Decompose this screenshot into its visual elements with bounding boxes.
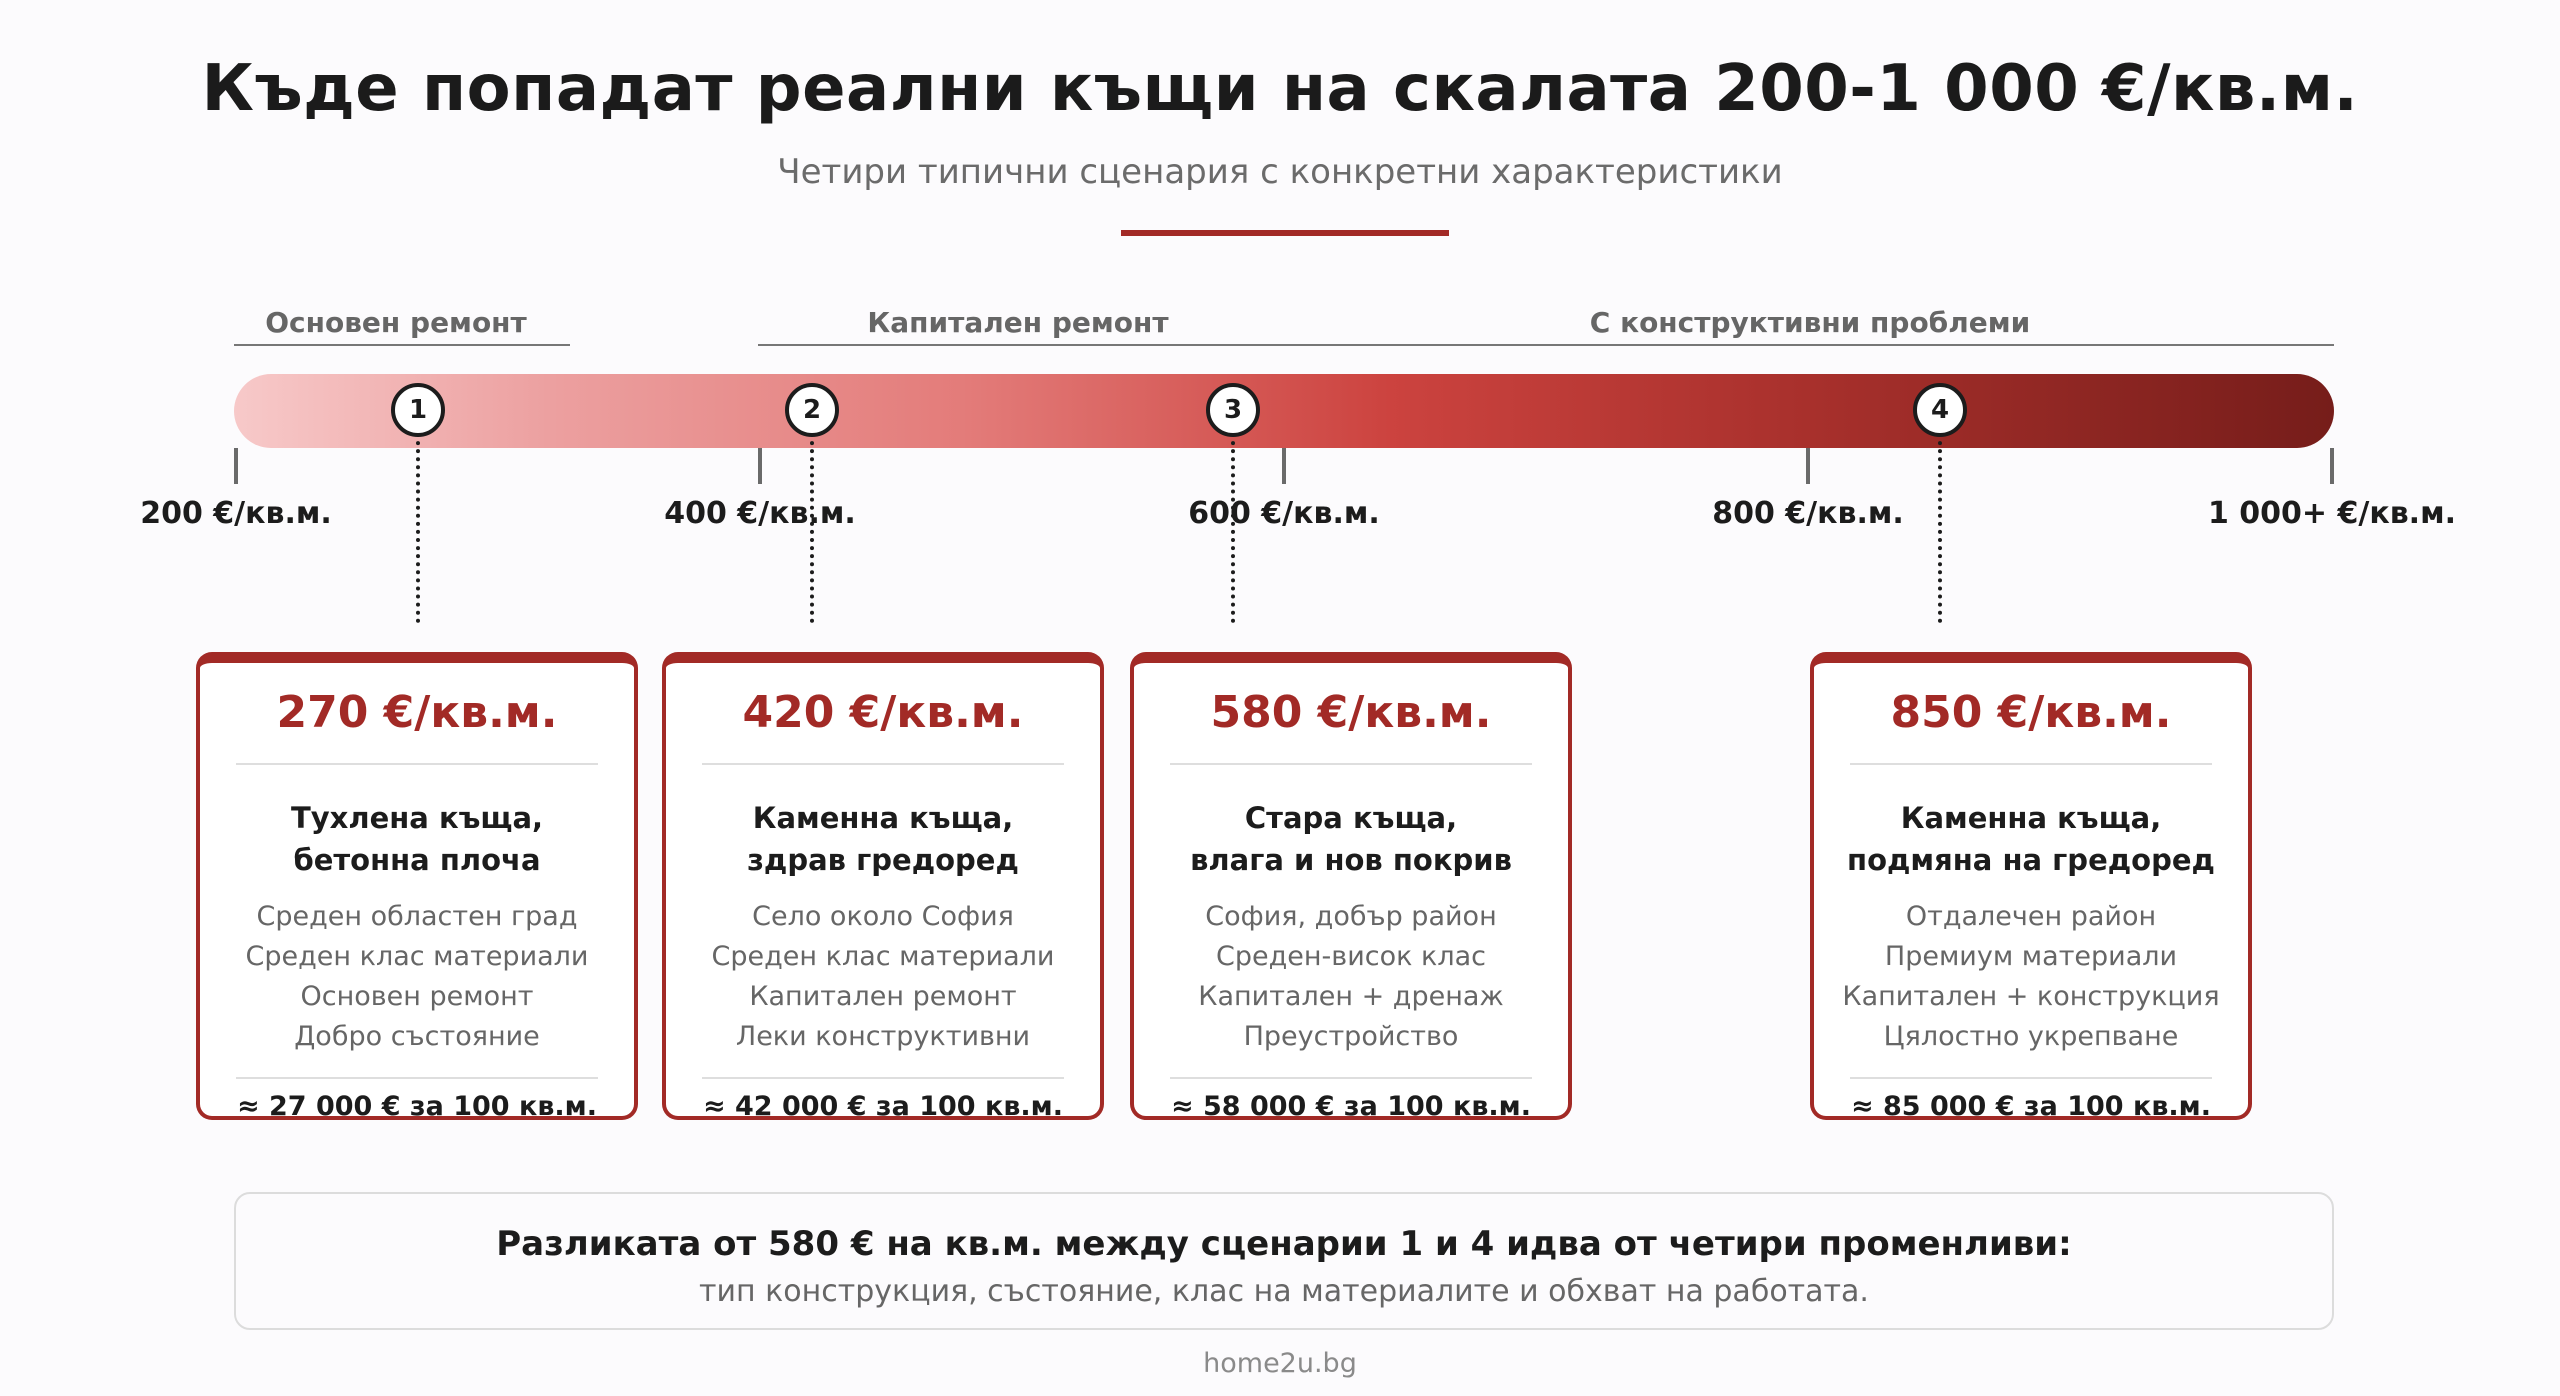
card-feature: Среден клас материали — [245, 941, 589, 972]
card-divider — [702, 763, 1064, 765]
card-features — [200, 897, 634, 1057]
card-title — [200, 797, 634, 881]
card-title — [1134, 797, 1568, 881]
segment-label: Основен ремонт — [265, 306, 527, 339]
card-title — [1814, 797, 2248, 881]
card-feature: Основен ремонт — [300, 981, 534, 1012]
card-total: ≈ 85 000 € за 100 кв.м. — [1850, 1091, 2211, 1122]
scale-tick — [2330, 448, 2334, 484]
card-divider — [236, 1077, 598, 1079]
card-title-line: здрав гредоред — [747, 843, 1019, 877]
page-subtitle: Четири типични сценария с конкретни характеристики — [777, 152, 1783, 192]
card-feature: София, добър район — [1205, 901, 1497, 932]
card-divider — [1170, 763, 1532, 765]
card-title-line: влага и нов покрив — [1190, 843, 1512, 877]
card-feature: Среден областен град — [256, 901, 578, 932]
card-feature: Цялостно укрепване — [1883, 1021, 2179, 1052]
scale-tick-label: 800 €/кв.м. — [1712, 496, 1904, 531]
card-feature: Среден клас материали — [711, 941, 1055, 972]
marker-connector — [810, 433, 814, 623]
scenario-card — [196, 652, 638, 1120]
scale-tick — [758, 448, 762, 484]
segment-line — [234, 344, 570, 346]
card-features — [666, 897, 1100, 1057]
scale-tick — [1806, 448, 1810, 484]
segment-line — [758, 344, 2334, 346]
footer-source: home2u.bg — [1203, 1348, 1357, 1379]
card-title-line: Каменна къща, — [1900, 801, 2162, 835]
card-divider — [702, 1077, 1064, 1079]
card-title-line: Стара къща, — [1244, 801, 1458, 835]
card-title-line: Каменна къща, — [752, 801, 1014, 835]
scenario-marker: 1 — [391, 383, 445, 437]
card-total: ≈ 27 000 € за 100 кв.м. — [236, 1091, 597, 1122]
card-divider — [1170, 1077, 1532, 1079]
summary-box — [234, 1192, 2334, 1330]
summary-text: тип конструкция, състояние, клас на материалите и обхват на работата. — [699, 1274, 1869, 1309]
scale-tick — [234, 448, 238, 484]
scale-tick-label: 400 €/кв.м. — [664, 496, 856, 531]
scenario-card — [1130, 652, 1572, 1120]
card-features — [1814, 897, 2248, 1057]
card-divider — [1850, 1077, 2212, 1079]
scenario-marker: 4 — [1913, 383, 1967, 437]
title-divider — [1121, 230, 1449, 236]
card-price: 420 €/кв.м. — [742, 687, 1024, 738]
scale-tick — [1282, 448, 1286, 484]
card-title-line: Тухлена къща, — [290, 801, 544, 835]
card-total: ≈ 58 000 € за 100 кв.м. — [1170, 1091, 1531, 1122]
card-feature: Леки конструктивни — [735, 1021, 1031, 1052]
card-title-line: бетонна плоча — [293, 843, 541, 877]
scenario-marker: 3 — [1206, 383, 1260, 437]
card-price: 580 €/кв.м. — [1210, 687, 1492, 738]
card-feature: Капитален + дренаж — [1198, 981, 1504, 1012]
scale-tick-label: 200 €/кв.м. — [140, 496, 332, 531]
scenario-card — [1810, 652, 2252, 1120]
card-price: 270 €/кв.м. — [276, 687, 558, 738]
card-feature: Капитален + конструкция — [1842, 981, 2220, 1012]
card-feature: Преустройство — [1243, 1021, 1459, 1052]
card-feature: Добро състояние — [294, 1021, 540, 1052]
card-feature: Отдалечен район — [1905, 901, 2157, 932]
card-divider — [236, 763, 598, 765]
scenario-card — [662, 652, 1104, 1120]
scale-tick-label: 1 000+ €/кв.м. — [2207, 496, 2456, 531]
marker-connector — [1938, 433, 1942, 623]
card-title-line: подмяна на гредоред — [1847, 843, 2215, 877]
marker-connector — [416, 433, 420, 623]
scale-gradient-bar — [234, 374, 2334, 448]
card-feature: Премиум материали — [1884, 941, 2178, 972]
card-feature: Среден-висок клас — [1216, 941, 1486, 972]
card-title — [666, 797, 1100, 881]
segment-label: С конструктивни проблеми — [1589, 306, 2031, 339]
card-divider — [1850, 763, 2212, 765]
card-feature: Капитален ремонт — [749, 981, 1017, 1012]
marker-connector — [1231, 433, 1235, 623]
card-feature: Село около София — [752, 901, 1014, 932]
segment-label: Капитален ремонт — [867, 306, 1169, 339]
summary-headline: Разликата от 580 € на кв.м. между сценарии 1 и 4 идва от четири променливи: — [496, 1224, 2072, 1264]
page-title: Къде попадат реални къщи на скалата 200-1 000 €/кв.м. — [201, 52, 2359, 126]
card-features — [1134, 897, 1568, 1057]
scale-tick-label: 600 €/кв.м. — [1188, 496, 1380, 531]
card-price: 850 €/кв.м. — [1890, 687, 2172, 738]
card-total: ≈ 42 000 € за 100 кв.м. — [702, 1091, 1063, 1122]
scenario-marker: 2 — [785, 383, 839, 437]
